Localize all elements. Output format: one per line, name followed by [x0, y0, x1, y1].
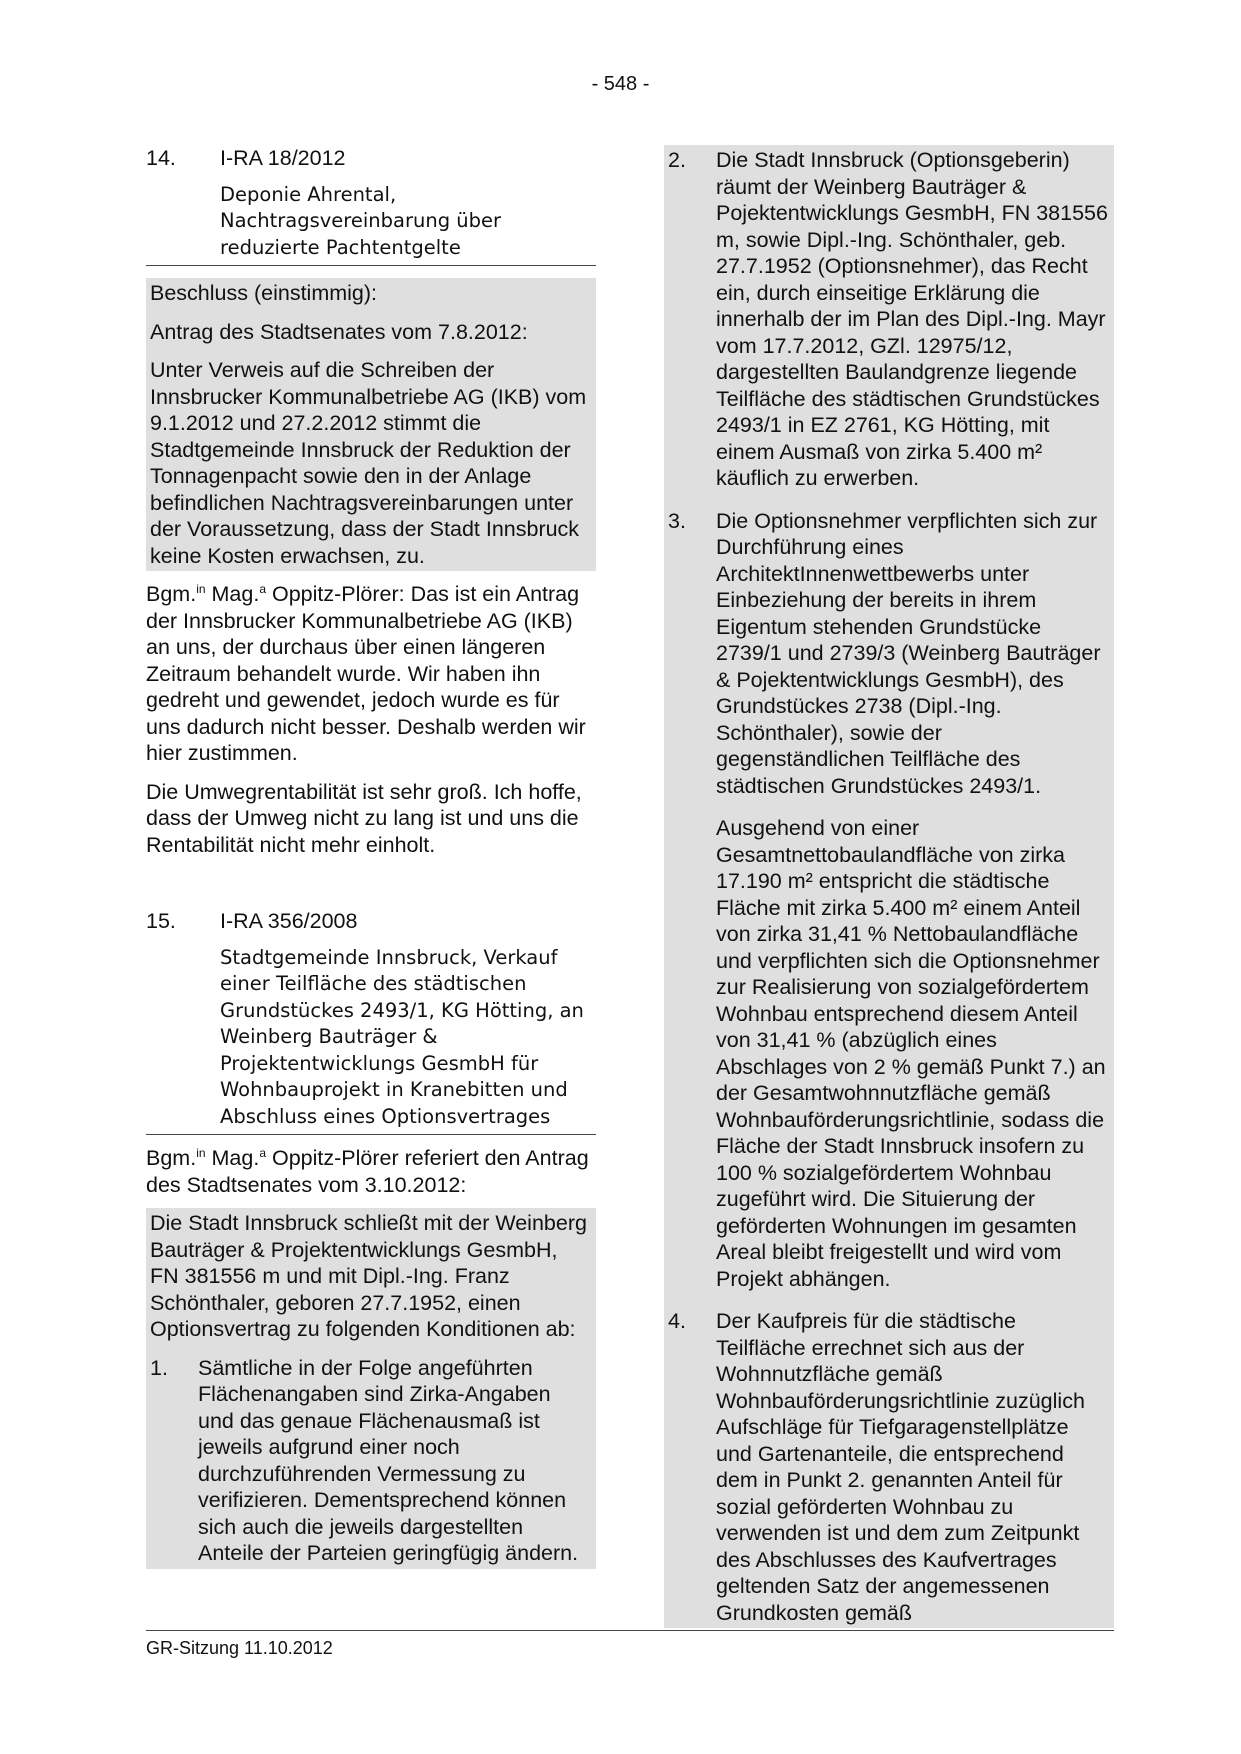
item-title: Stadtgemeinde Innsbruck, Verkauf einer Teilfläche des städtischen Grundstückes 2493/1, KG Hötting, an Weinberg Bauträger & Projektentwicklungs GesmbH für Wohnbauprojekt in Kranebitten und Abschluss eines Optionsvertrages	[146, 945, 596, 1136]
resolution-text: Unter Verweis auf die Schreiben der Innsbrucker Kommunalbetriebe AG (IKB) vom 9.1.2012 und 27.2.2012 stimmt die Stadtgemeinde Innsbruck der Reduktion der Tonnagenpacht sowie den in der Anlage befindlichen Nachtragsvereinbarungen unter der Voraussetzung, dass der Stadt Innsbruck keine Kosten erwachsen, zu.	[150, 358, 587, 568]
contract-intro: Die Stadt Innsbruck schließt mit der Weinberg Bauträger & Projektentwicklungs GesmbH, FN 381556 m und mit Dipl.-Ing. Franz Schönthaler, geboren 27.7.1952, einen Optionsvertrag zu folgenden Konditionen ab:	[150, 1211, 587, 1341]
item-number: 14.	[146, 146, 176, 170]
list-number: 1.	[150, 1355, 168, 1380]
list-text: Sämtliche in der Folge angeführten Flächenangaben sind Zirka-Angaben und das genaue Flächenausmaß ist jeweils aufgrund einer noch durchzuführenden Vermessung zu verifizieren. Dementsprechend können sich auch die jeweils dargestellten Anteile der Parteien geringfügig ändern.	[198, 1355, 579, 1565]
item-title: Deponie Ahrental, Nachtragsvereinbarung über reduzierte Pachtentgelte	[146, 182, 596, 267]
item-reference: I-RA 18/2012	[220, 146, 346, 170]
page-number: - 548 -	[591, 73, 650, 95]
contract-block	[146, 1208, 596, 1569]
item-number: 15.	[146, 909, 176, 933]
footer: GR-Sitzung 11.10.2012	[146, 1630, 1114, 1659]
list-item	[664, 506, 1114, 802]
list-number: 4.	[668, 1309, 686, 1333]
list-item	[664, 1306, 1114, 1628]
right-column	[664, 145, 1114, 1628]
motion-label: Antrag des Stadtsenates vom 7.8.2012:	[150, 319, 528, 344]
list-number: 2.	[668, 148, 686, 172]
speaker-statement: Bgm.$^{in}$ Mag.$^a$ Oppitz-Plörer: Das ist ein Antrag der Innsbrucker Kommunalbetriebe AG (IKB) an uns, der durchaus über einen längeren Zeitraum behandelt wurde. Wir haben ihn gedreht und gewendet, jedoch wurde es für uns dadurch nicht besser. Deshalb werden wir hier zustimmen.	[146, 582, 586, 765]
item-15-heading	[146, 908, 596, 935]
list-number: 3.	[668, 508, 686, 533]
list-text: Der Kaufpreis für die städtische Teilfläche errechnet sich aus der Wohnnutzfläche gemäß Wohnbauförderungsrichtlinie zuzüglich Aufschläge für Tiefgaragenstellplätze und Gartenanteile, die entsprechend dem in Punkt 2. genannten Anteil für sozial geförderten Wohnbau zu verwenden ist und dem zum Zeitpunkt des Abschlusses des Kaufvertrages geltenden Satz der angemessenen Grundkosten gemäß	[716, 1309, 1085, 1625]
left-column	[146, 145, 596, 1579]
decision-label: Beschluss (einstimmig):	[150, 281, 377, 305]
speaker-statement-continued: Die Umwegrentabilität ist sehr groß. Ich hoffe, dass der Umweg nicht zu lang ist und uns die Rentabilität nicht mehr einholt.	[146, 779, 582, 857]
speaker-intro: Bgm.$^{in}$ Mag.$^a$ Oppitz-Plörer referiert den Antrag des Stadtsenates vom 3.10.2012:	[146, 1146, 589, 1197]
list-text: Die Optionsnehmer verpflichten sich zur Durchführung eines ArchitektInnenwettbewerbs unter Einbeziehung der bereits in ihrem Eigentum stehenden Grundstücke 2739/1 und 2739/3 (Weinberg Bauträger & Pojektentwicklungs GesmbH), des Grundstückes 2738 (Dipl.-Ing. Schönthaler), sowie der gegenständlichen Teilfläche des städtischen Grundstückes 2493/1.	[716, 508, 1101, 798]
decision-block	[146, 278, 596, 571]
item-14-heading	[146, 145, 596, 172]
list-text: Die Stadt Innsbruck (Optionsgeberin) räumt der Weinberg Bauträger & Pojektentwicklungs GesmbH, FN 381556 m, sowie Dipl.-Ing. Schönthaler, geb. 27.7.1952 (Optionsnehmer), das Recht ein, durch einseitige Erklärung die innerhalb der im Plan des Dipl.-Ing. Mayr vom 17.7.2012, GZl. 12975/12, dargestellten Baulandgrenze liegende Teilfläche des städtischen Grundstückes 2493/1 in EZ 2761, KG Hötting, mit einem Ausmaß von zirka 5.400 m² käuflich zu erwerben.	[716, 148, 1108, 490]
list-item	[664, 145, 1114, 494]
list-item-continuation: Ausgehend von einer Gesamtnettobaulandfläche von zirka 17.190 m² entspricht die städtische Fläche mit zirka 5.400 m² einem Anteil von zirka 31,41 % Nettobaulandfläche und verpflichten sich die Optionsnehmer zur Realisierung von sozialgefördertem Wohnbau entsprechend diesem Anteil von 31,41 % (abzüglich eines Abschlages von 2 % gemäß Punkt 7.) an der Gesamtwohnnutzfläche gemäß Wohnbauförderungsrichtlinie, sodass die Fläche der Stadt Innsbruck insofern zu 100 % sozialgefördertem Wohnbau zugeführt wird. Die Situierung der geförderten Wohnungen im gesamten Areal bleibt freigestellt und wird vom Projekt abhängen.	[664, 813, 1114, 1294]
item-reference: I-RA 356/2008	[220, 909, 358, 933]
list-item	[150, 1355, 592, 1567]
